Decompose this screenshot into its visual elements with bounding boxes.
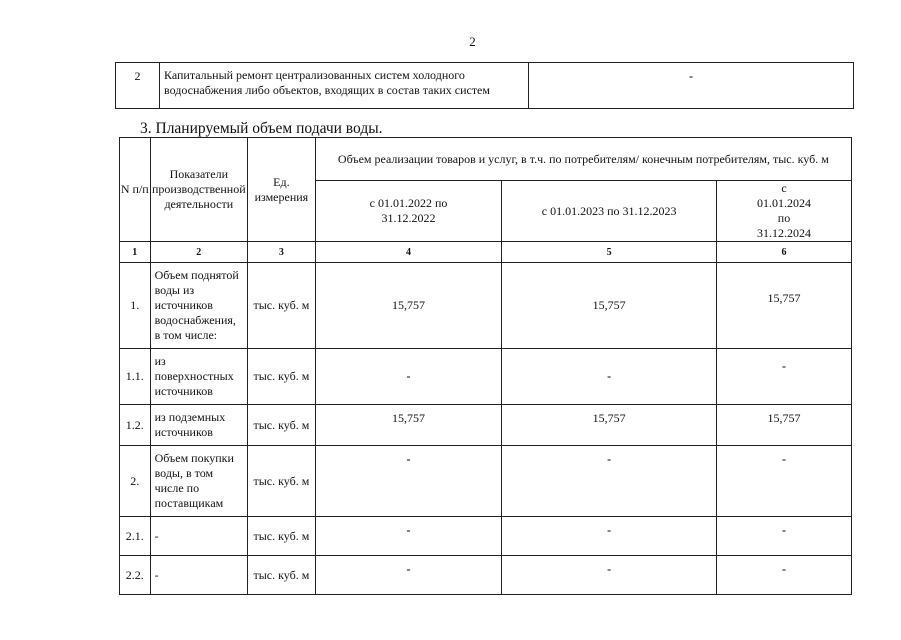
row-text: Капитальный ремонт централизованных систем холодного водоснабжения либо объектов, входящих в состав таких систем xyxy=(160,63,529,109)
row-number: 1.2. xyxy=(120,405,151,446)
row-unit: тыс. куб. м xyxy=(248,263,316,349)
row-value-2023: - xyxy=(502,446,717,517)
row-unit: тыс. куб. м xyxy=(248,446,316,517)
table-row xyxy=(120,517,852,556)
row-value-2022: - xyxy=(315,349,501,405)
row-number: 1.1. xyxy=(120,349,151,405)
row-value-2024: 15,757 xyxy=(717,263,852,349)
header-period-2023: с 01.01.2023 по 31.12.2023 xyxy=(502,181,717,242)
row-value-2024: - xyxy=(717,517,852,556)
row-value-2022: - xyxy=(315,556,501,595)
row-value-2024: - xyxy=(717,349,852,405)
row-number: 2.2. xyxy=(120,556,151,595)
row-indicator: Объем покупки воды, в том числе по поставщикам xyxy=(150,446,247,517)
row-value-2022: - xyxy=(315,517,501,556)
header-period-2024: с 01.01.2024 по 31.12.2024 xyxy=(717,181,852,242)
section-heading: 3. Планируемый объем подачи воды. xyxy=(140,120,383,137)
row-unit: тыс. куб. м xyxy=(248,517,316,556)
col-number: 5 xyxy=(502,242,717,263)
table-row xyxy=(120,349,852,405)
table-row xyxy=(120,446,852,517)
header-period-2022: с 01.01.2022 по 31.12.2022 xyxy=(315,181,501,242)
row-value-2023: 15,757 xyxy=(502,405,717,446)
header-indicator: Показатели производственной деятельности xyxy=(150,138,247,242)
row-value-2024: 15,757 xyxy=(717,405,852,446)
row-value-2023: 15,757 xyxy=(502,263,717,349)
col-number: 2 xyxy=(150,242,247,263)
row-number: 2.1. xyxy=(120,517,151,556)
row-indicator: - xyxy=(150,517,247,556)
row-value-2024: - xyxy=(717,446,852,517)
row-indicator: из подземных источников xyxy=(150,405,247,446)
table-row xyxy=(116,63,854,109)
row-unit: тыс. куб. м xyxy=(248,405,316,446)
row-number: 2 xyxy=(116,63,160,109)
row-value-2022: 15,757 xyxy=(315,405,501,446)
row-number: 2. xyxy=(120,446,151,517)
page-number: 2 xyxy=(469,34,476,49)
table-row xyxy=(120,263,852,349)
row-indicator: Объем поднятой воды из источников водоснабжения, в том числе: xyxy=(150,263,247,349)
row-unit: тыс. куб. м xyxy=(248,556,316,595)
row-unit: тыс. куб. м xyxy=(248,349,316,405)
row-value-2023: - xyxy=(502,349,717,405)
col-number: 6 xyxy=(717,242,852,263)
header-num: N п/п xyxy=(120,138,151,242)
header-unit: Ед. измерения xyxy=(248,138,316,242)
row-indicator: - xyxy=(150,556,247,595)
header-row xyxy=(120,138,852,181)
col-number: 3 xyxy=(248,242,316,263)
col-number: 1 xyxy=(120,242,151,263)
row-value-2024: - xyxy=(717,556,852,595)
col-number: 4 xyxy=(315,242,501,263)
row-value-2022: - xyxy=(315,446,501,517)
table-row xyxy=(120,405,852,446)
row-indicator: из поверхностных источников xyxy=(150,349,247,405)
row-value: - xyxy=(529,63,854,109)
column-numbers-row xyxy=(120,242,852,263)
water-supply-table xyxy=(119,137,852,595)
row-number: 1. xyxy=(120,263,151,349)
row-value-2023: - xyxy=(502,517,717,556)
previous-table xyxy=(115,62,854,109)
row-value-2023: - xyxy=(502,556,717,595)
table-row xyxy=(120,556,852,595)
header-volume: Объем реализации товаров и услуг, в т.ч. по потребителям/ конечным потребителям, тыс. куб. м xyxy=(315,138,851,181)
row-value-2022: 15,757 xyxy=(315,263,501,349)
